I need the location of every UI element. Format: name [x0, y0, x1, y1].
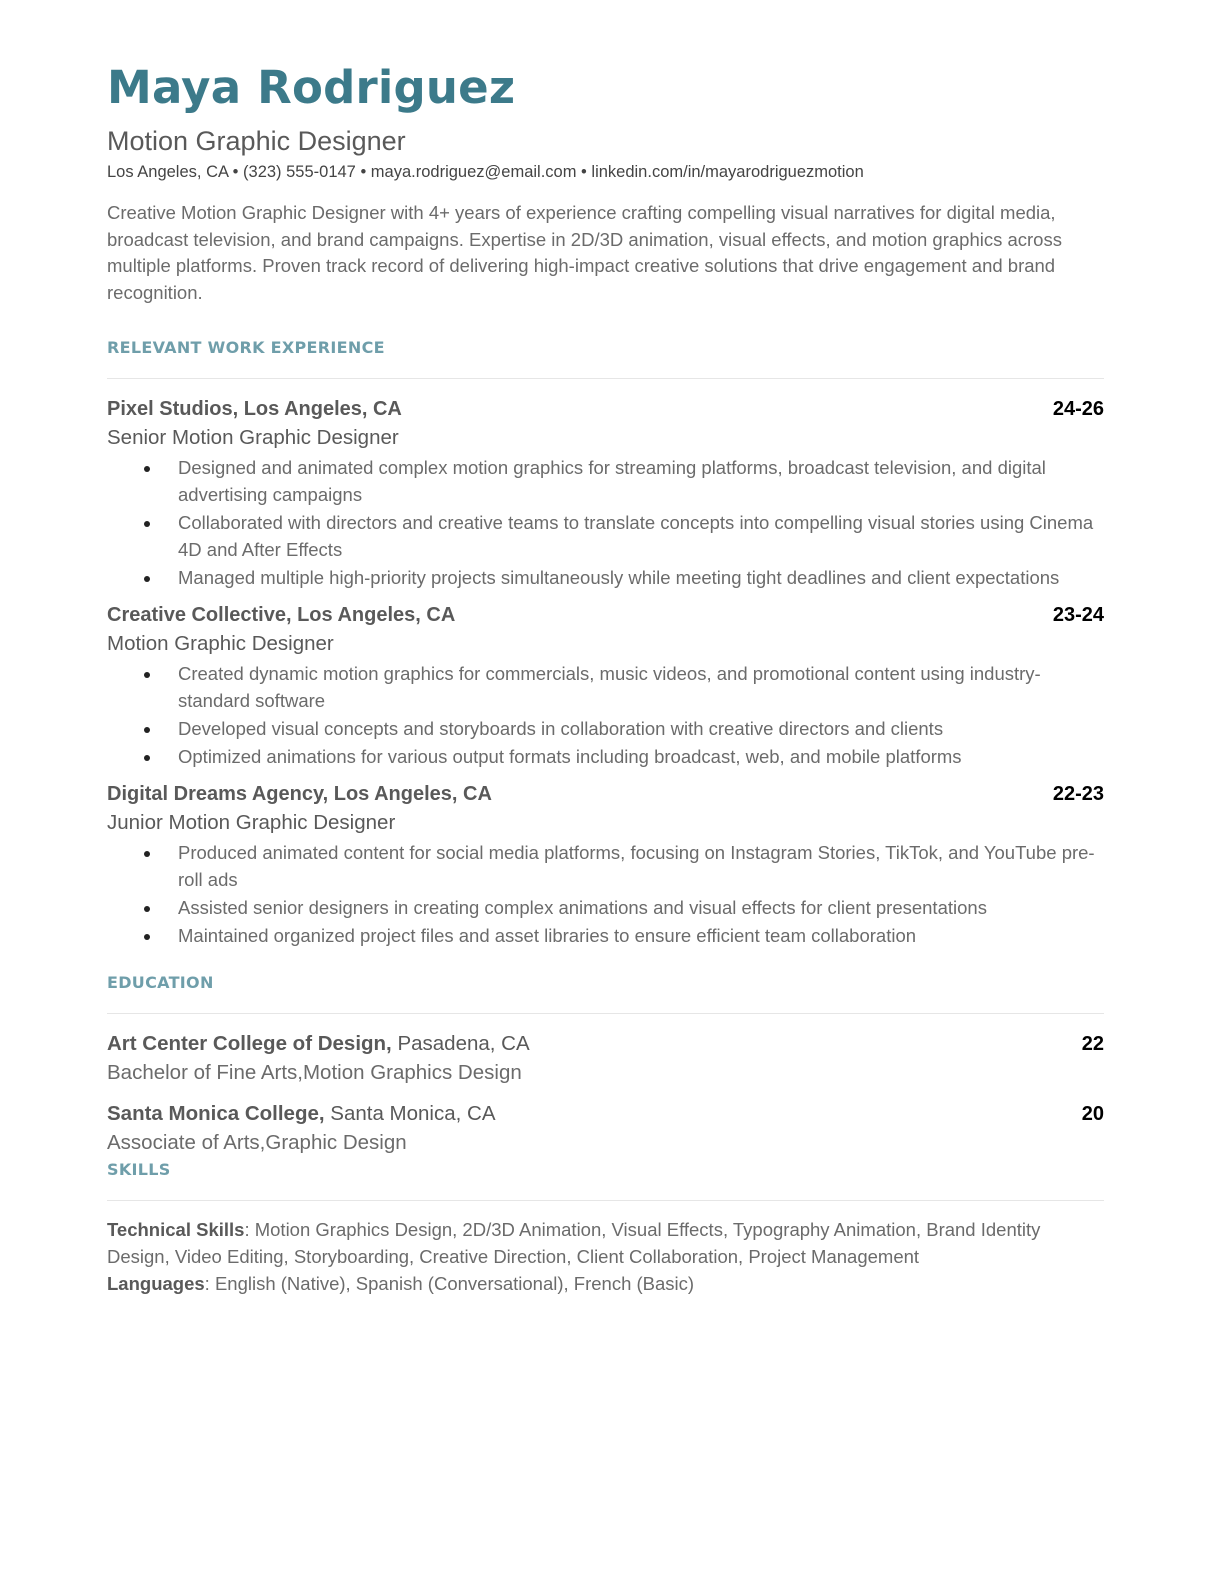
job-company: Creative Collective, Los Angeles, CA [107, 604, 456, 627]
education-entry [107, 1030, 1104, 1088]
technical-skills-label: Technical Skills [107, 1219, 245, 1241]
education-degree: Associate of Arts,Graphic Design [107, 1131, 407, 1155]
job-bullets [107, 455, 1104, 591]
skills-heading: SKILLS [107, 1160, 171, 1180]
education-degree: Bachelor of Fine Arts,Motion Graphics Design [107, 1061, 522, 1085]
job-dates: 23-24 [1052, 604, 1104, 627]
education-heading: EDUCATION [107, 973, 214, 993]
job-company: Digital Dreams Agency, Los Angeles, CA [107, 783, 492, 806]
school-location: Santa Monica, CA [324, 1102, 496, 1126]
job-company: Pixel Studios, Los Angeles, CA [107, 398, 402, 421]
candidate-name: Maya Rodriguez [107, 61, 516, 114]
resume-page [107, 58, 1104, 1297]
professional-summary: Creative Motion Graphic Designer with 4+ years of experience crafting compelling visual narratives for digital media, broadcast television, and brand campaigns. Expertise in 2D/3D animation, visual effects, and motion graphics across multiple platforms. Proven track record of delivering high-impact creative solutions that drive engagement and brand recognition. [107, 202, 1062, 303]
school-location: Pasadena, CA [391, 1032, 530, 1056]
job-dates: 24-26 [1052, 398, 1104, 421]
languages [107, 1271, 1104, 1298]
education-year: 22 [1081, 1033, 1104, 1056]
education-entry [107, 1100, 1104, 1158]
candidate-title: Motion Graphic Designer [107, 126, 406, 156]
job-dates: 22-23 [1052, 783, 1104, 806]
school-name: Santa Monica College, [107, 1102, 325, 1126]
languages-label: Languages [107, 1272, 205, 1294]
job-entry [107, 780, 1104, 949]
contact-line: Los Angeles, CA • (323) 555-0147 • maya.rodriguez@email.com • linkedin.com/in/mayarodriguezmotion [107, 163, 864, 181]
job-bullet: Managed multiple high-priority projects simultaneously while meeting tight deadlines and client expectations [178, 565, 1104, 592]
job-entry [107, 601, 1104, 770]
technical-skills [107, 1217, 1104, 1270]
school-line [107, 1100, 496, 1128]
school-name: Art Center College of Design, [107, 1032, 392, 1056]
job-bullets [107, 840, 1104, 949]
job-entry [107, 395, 1104, 591]
job-bullet: Assisted senior designers in creating complex animations and visual effects for client presentations [178, 895, 1104, 922]
job-role: Junior Motion Graphic Designer [107, 811, 396, 835]
experience-divider [107, 378, 1104, 379]
job-bullet: Produced animated content for social media platforms, focusing on Instagram Stories, TikTok, and YouTube pre-roll ads [178, 840, 1104, 893]
job-bullet: Maintained organized project files and asset libraries to ensure efficient team collaboration [178, 923, 1104, 950]
education-year: 20 [1081, 1103, 1104, 1126]
education-divider [107, 1013, 1104, 1014]
job-bullet: Designed and animated complex motion graphics for streaming platforms, broadcast television, and digital advertising campaigns [178, 455, 1104, 508]
job-role: Motion Graphic Designer [107, 632, 334, 656]
job-bullet: Optimized animations for various output formats including broadcast, web, and mobile platforms [178, 744, 1104, 771]
languages-value: : English (Native), Spanish (Conversational), French (Basic) [204, 1272, 695, 1294]
experience-heading: RELEVANT WORK EXPERIENCE [107, 338, 385, 358]
job-bullet: Created dynamic motion graphics for commercials, music videos, and promotional content using industry-standard software [178, 661, 1104, 714]
school-line [107, 1030, 530, 1058]
job-bullet: Collaborated with directors and creative teams to translate concepts into compelling visual stories using Cinema 4D and After Effects [178, 510, 1104, 563]
skills-divider [107, 1200, 1104, 1201]
job-role: Senior Motion Graphic Designer [107, 426, 399, 450]
job-bullet: Developed visual concepts and storyboards in collaboration with creative directors and clients [178, 716, 1104, 743]
job-bullets [107, 661, 1104, 770]
technical-skills-value: : Motion Graphics Design, 2D/3D Animation, Visual Effects, Typography Animation, Brand Identity Design, Video Editing, Storyboarding, Creative Direction, Client Collaboration, Project Management [107, 1219, 1041, 1268]
